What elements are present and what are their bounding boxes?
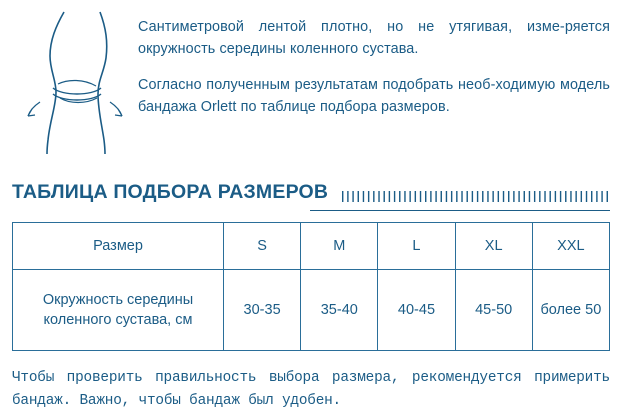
header-cell-l: L <box>378 223 455 270</box>
value-s: 30-35 <box>224 270 301 351</box>
intro-paragraph-1: Сантиметровой лентой плотно, но не утягивая, изме-ряется окружность середины коленного сустава. <box>138 19 610 57</box>
value-m: 35-40 <box>301 270 378 351</box>
section-heading-row <box>0 181 622 204</box>
header-cell-m: M <box>301 223 378 270</box>
table-row <box>13 270 610 351</box>
header-cell-s: S <box>224 223 301 270</box>
intro-text-block <box>138 10 610 155</box>
section-heading: ТАБЛИЦА ПОДБОРА РАЗМЕРОВ <box>12 181 329 203</box>
value-l: 40-45 <box>378 270 455 351</box>
size-table <box>12 222 610 351</box>
value-xl: 45-50 <box>455 270 532 351</box>
intro-paragraph-2: Согласно полученным результатам подобрать необ-ходимую модель бандажа Orlett по таблице подбора размеров. <box>138 77 610 115</box>
heading-underline <box>310 210 610 211</box>
row-label-circumference: Окружность середины коленного сустава, см <box>13 270 224 351</box>
footer-note-text: Чтобы проверить правильность выбора размера, рекомендуется примерить бандаж. Важно, чтобы бандаж был удобен. <box>12 370 610 409</box>
header-cell-xl: XL <box>455 223 532 270</box>
table-header-row <box>13 223 610 270</box>
size-table-head <box>13 223 610 270</box>
intro-section <box>0 0 622 155</box>
footer-note <box>12 367 610 413</box>
value-xxl: более 50 <box>532 270 609 351</box>
size-table-wrapper <box>12 222 610 351</box>
leg-diagram-svg <box>12 10 138 155</box>
knee-measurement-illustration <box>12 10 138 155</box>
header-cell-parameter: Размер <box>13 223 224 270</box>
header-cell-xxl: XXL <box>532 223 609 270</box>
dotted-rule <box>342 190 610 202</box>
size-table-body <box>13 270 610 351</box>
